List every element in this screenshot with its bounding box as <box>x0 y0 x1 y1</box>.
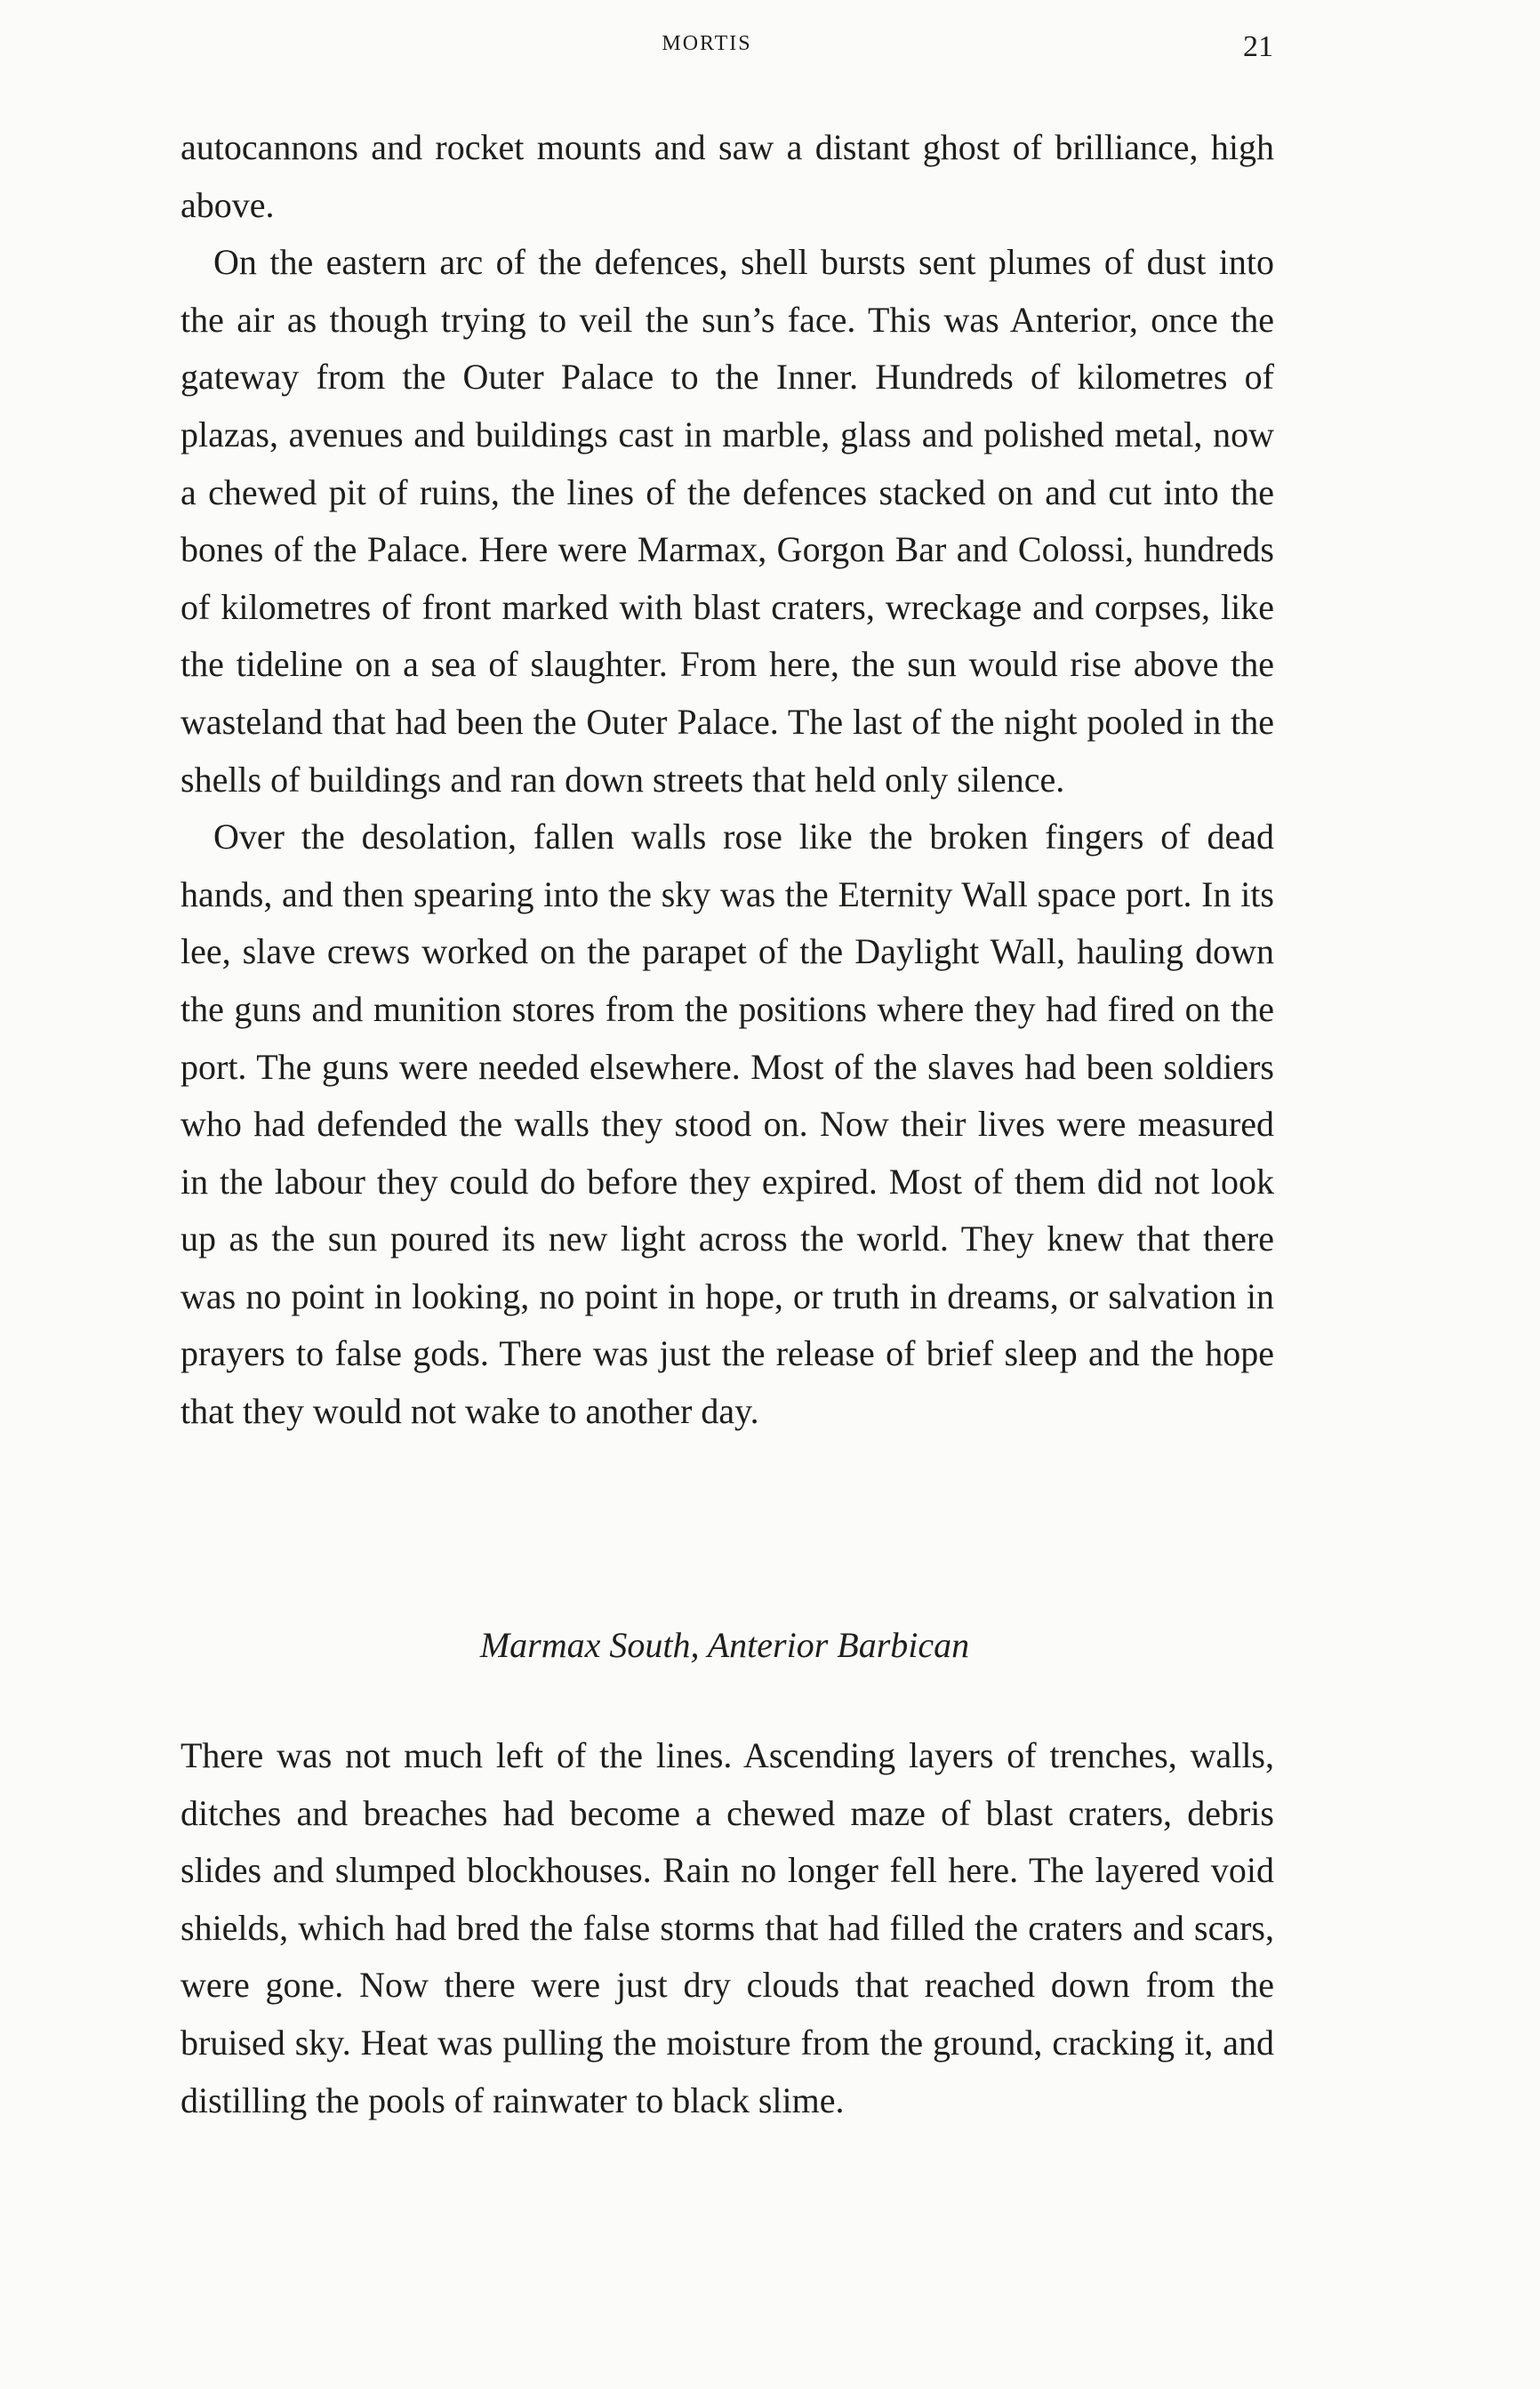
body-text-section-1 <box>180 119 1274 1441</box>
paragraph: autocannons and rocket mounts and saw a distant ghost of brilliance, high above. <box>180 127 1274 225</box>
paragraph: Over the desolation, fallen walls rose like the broken fingers of dead hands, and then spearing into the sky was the Eternity Wall space port. In its lee, slave crews worked on the parapet of the Daylight Wall, hauling down the guns and munition stores from the positions where they had fired on the port. The guns were needed elsewhere. Most of the slaves had been soldiers who had defended the walls they stood on. Now their lives were measured in the labour they could do before they expired. Most of them did not look up as the sun poured its new light across the world. They knew that there was no point in looking, no point in hope, or truth in dreams, or salvation in prayers to false gods. There was just the release of brief sleep and the hope that they would not wake to another day. <box>180 816 1274 1432</box>
section-heading: Marmax South, Anterior Barbican <box>479 1625 970 1665</box>
running-title: MORTIS <box>662 32 752 55</box>
paragraph: On the eastern arc of the defences, shell bursts sent plumes of dust into the air as though trying to veil the sun’s face. This was Anterior, once the gateway from the Outer Palace to the Inner. Hundreds of kilometres of plazas, avenues and buildings cast in marble, glass and polished metal, now a chewed pit of ruins, the lines of the defences stacked on and cut into the bones of the Palace. Here were Marmax, Gorgon Bar and Colossi, hundreds of kilometres of front marked with blast craters, wreckage and corpses, like the tideline on a sea of slaughter. From here, the sun would rise above the wasteland that had been the Outer Palace. The last of the night pooled in the shells of buildings and ran down streets that held only silence. <box>180 242 1274 800</box>
paragraph: There was not much left of the lines. Ascending layers of trenches, walls, ditches and breaches had become a chewed maze of blast craters, debris slides and slumped blockhouses. Rain no longer fell here. The layered void shields, which had bred the false storms that had filled the craters and scars, were gone. Now there were just dry clouds that reached down from the bruised sky. Heat was pulling the moisture from the ground, cracking it, and distilling the pools of rainwater to black slime. <box>180 1735 1274 2120</box>
page-number: 21 <box>1243 30 1273 63</box>
body-text-section-2 <box>180 1727 1274 2129</box>
running-head <box>0 30 1540 66</box>
